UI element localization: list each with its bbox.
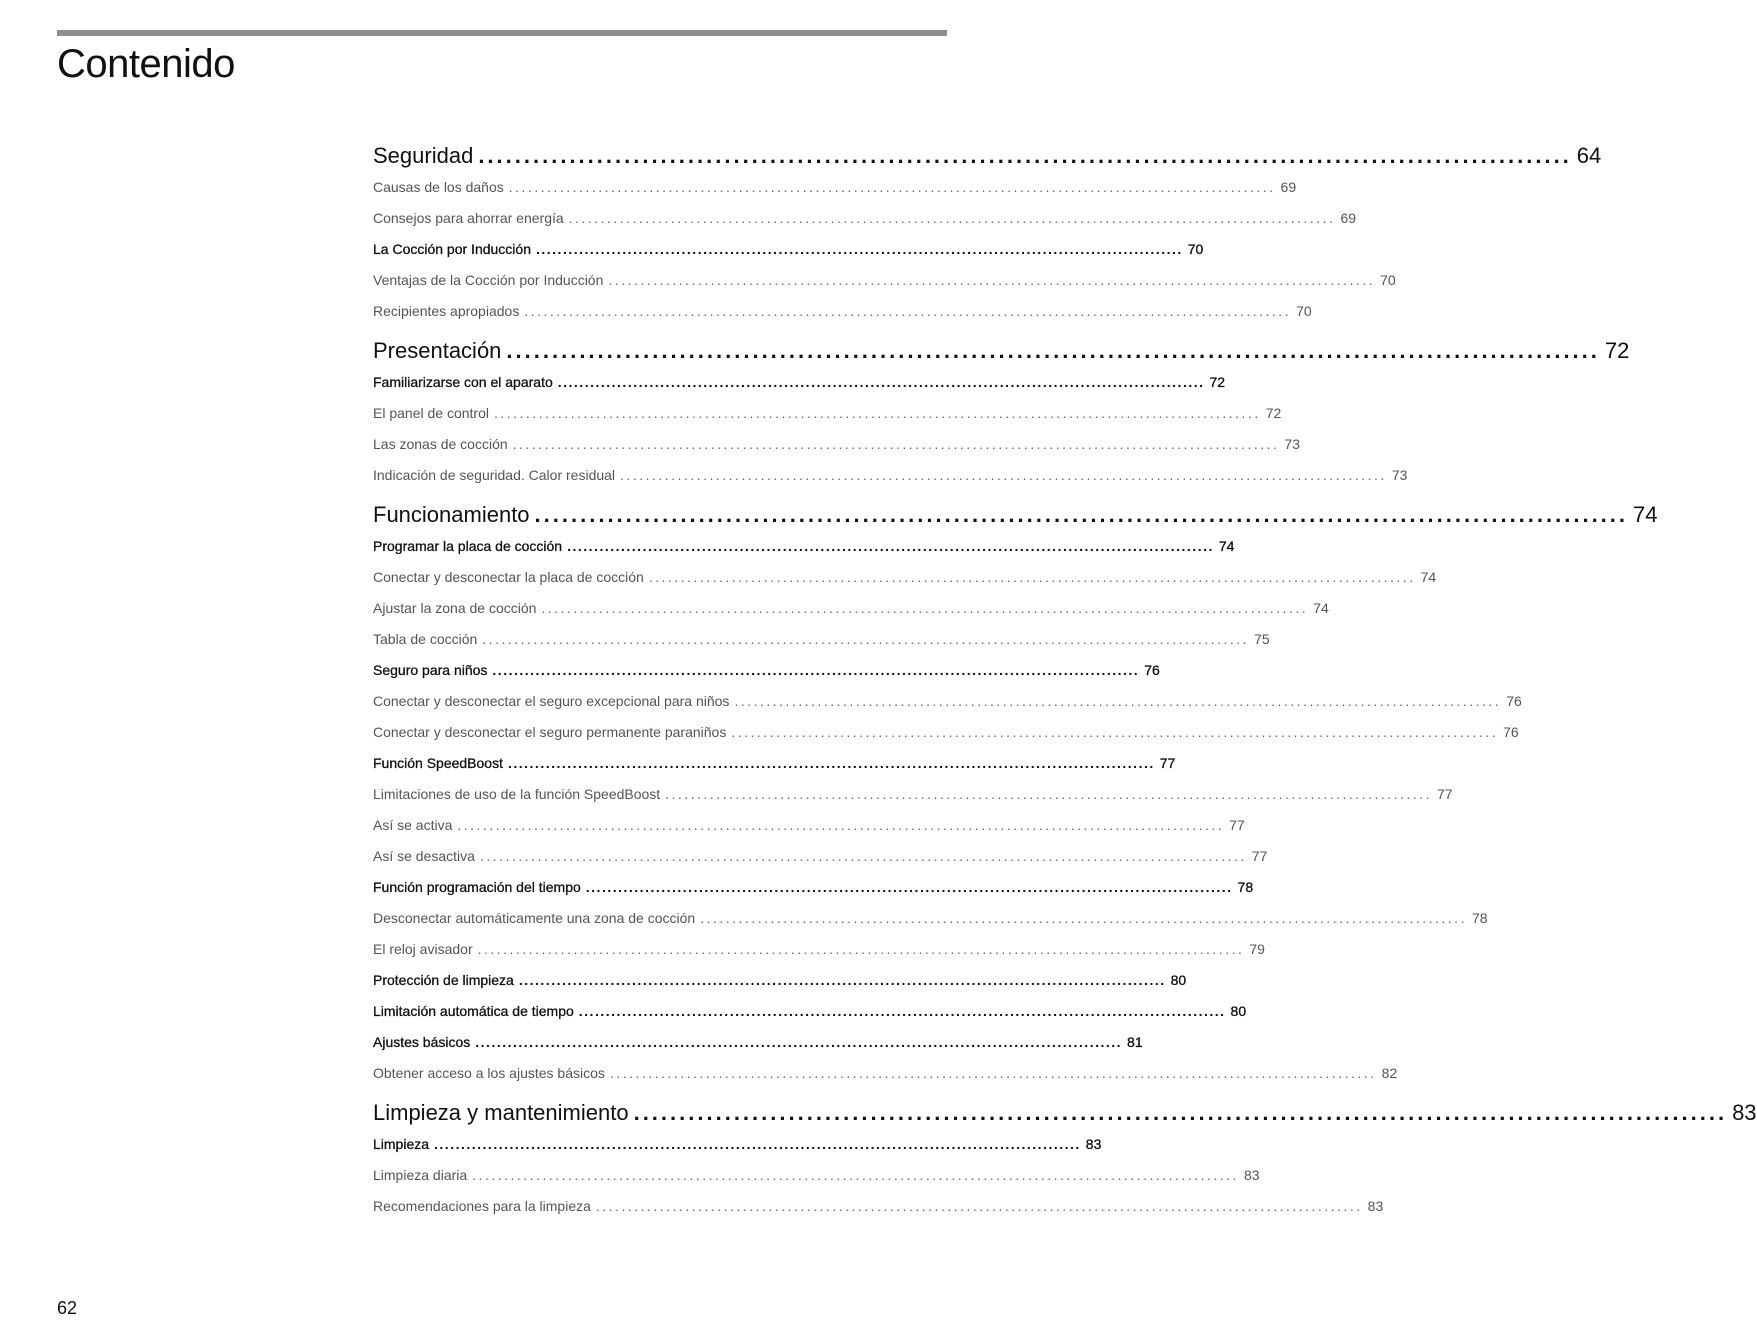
toc-entry-label: Recomendaciones para la limpieza — [373, 1198, 591, 1214]
top-rule — [57, 30, 947, 36]
dot-leader: ........................................................................................................................ — [434, 1136, 1081, 1152]
toc-entry-page: 74 — [1218, 538, 1235, 554]
toc-entry-page: 80 — [1230, 1003, 1247, 1019]
toc-entry-label: Causas de los daños — [373, 179, 504, 195]
toc-entry-page: 64 — [1576, 143, 1602, 168]
toc-entry-label: Familiarizarse con el aparato — [373, 374, 553, 390]
toc-entry-page: 77 — [1251, 848, 1268, 864]
toc-entry-page: 69 — [1340, 210, 1357, 226]
dot-leader: ........................................................................................................................ — [557, 374, 1205, 390]
toc-entry-page: 74 — [1420, 569, 1437, 585]
toc-entry-label: Tabla de cocción — [373, 631, 478, 647]
toc-entry-subtopic[interactable] — [373, 686, 1522, 717]
toc-entry-topic[interactable] — [373, 748, 1176, 779]
dot-leader: ........................................................................................................................ — [536, 241, 1183, 257]
dot-leader: ........................................................................................................................ — [475, 1034, 1123, 1050]
toc-entry-section[interactable] — [373, 499, 1658, 531]
toc-entry-page: 73 — [1284, 436, 1300, 452]
toc-entry-label: Ajustar la zona de cocción — [373, 600, 537, 616]
toc-entry-subtopic[interactable] — [373, 1058, 1398, 1089]
dot-leader: ........................................................................................................................ — [731, 724, 1499, 740]
toc-entry-subtopic[interactable] — [373, 429, 1300, 460]
dot-leader: ........................................................................................................................ — [534, 502, 1629, 527]
toc-entry-label: Indicación de seguridad. Calor residual — [373, 467, 616, 483]
toc-entry-label: El panel de control — [373, 405, 489, 421]
toc-entry-label: Conectar y desconectar el seguro excepcional para niños — [373, 693, 730, 709]
toc-entry-label: Conectar y desconectar el seguro permanente paraniños — [373, 724, 727, 740]
toc-entry-topic[interactable] — [373, 367, 1226, 398]
dot-leader: ........................................................................................................................ — [620, 467, 1387, 483]
toc-entry-page: 77 — [1229, 817, 1245, 833]
dot-leader: ........................................................................................................................ — [609, 1065, 1377, 1081]
toc-entry-topic[interactable] — [373, 1129, 1102, 1160]
toc-entry-topic[interactable] — [373, 1027, 1143, 1058]
toc-entry-page: 83 — [1732, 1100, 1757, 1125]
toc-entry-section[interactable] — [373, 140, 1602, 172]
dot-leader: ........................................................................................................................ — [567, 538, 1214, 554]
toc-entry-subtopic[interactable] — [373, 562, 1437, 593]
toc-entry-page: 75 — [1254, 631, 1270, 647]
page-title: Contenido — [57, 42, 235, 86]
dot-leader: ........................................................................................................................ — [518, 972, 1166, 988]
toc-entry-page: 72 — [1604, 338, 1630, 363]
toc-entry-label: Presentación — [373, 338, 502, 363]
toc-entry-subtopic[interactable] — [373, 265, 1396, 296]
dot-leader: ........................................................................................................................ — [492, 662, 1140, 678]
toc-entry-label: Funcionamiento — [373, 502, 530, 527]
toc-entry-page: 79 — [1249, 941, 1265, 957]
dot-leader: ........................................................................................................................ — [477, 941, 1245, 957]
toc-entry-label: Seguro para niños — [373, 662, 488, 678]
toc-entry-page: 81 — [1127, 1034, 1143, 1050]
dot-leader: ........................................................................................................................ — [506, 338, 1600, 363]
toc-entry-label: Protección de limpieza — [373, 972, 514, 988]
toc-entry-page: 83 — [1243, 1167, 1260, 1183]
toc-entry-label: Seguridad — [373, 143, 474, 168]
toc-entry-page: 76 — [1144, 662, 1160, 678]
dot-leader: ........................................................................................................................ — [524, 303, 1292, 319]
dot-leader: ........................................................................................................................ — [608, 272, 1376, 288]
toc-entry-label: Conectar y desconectar la placa de cocción — [373, 569, 644, 585]
table-of-contents — [373, 140, 1757, 1222]
dot-leader: ........................................................................................................................ — [568, 210, 1336, 226]
toc-entry-subtopic[interactable] — [373, 903, 1488, 934]
toc-entry-page: 78 — [1471, 910, 1488, 926]
page-number: 62 — [57, 1298, 78, 1318]
toc-entry-page: 72 — [1265, 405, 1282, 421]
toc-entry-label: Así se activa — [373, 817, 453, 833]
toc-entry-page: 77 — [1159, 755, 1176, 771]
dot-leader: ........................................................................................................................ — [457, 817, 1225, 833]
toc-entry-subtopic[interactable] — [373, 1160, 1260, 1191]
toc-entry-label: Obtener acceso a los ajustes básicos — [373, 1065, 605, 1081]
toc-entry-label: Función SpeedBoost — [373, 755, 503, 771]
toc-entry-label: Recipientes apropiados — [373, 303, 520, 319]
toc-entry-subtopic[interactable] — [373, 203, 1357, 234]
toc-entry-page: 82 — [1381, 1065, 1398, 1081]
dot-leader: ........................................................................................................................ — [633, 1100, 1728, 1125]
toc-entry-label: Limpieza y mantenimiento — [373, 1100, 629, 1125]
toc-entry-page: 77 — [1436, 786, 1453, 802]
toc-entry-topic[interactable] — [373, 655, 1160, 686]
toc-entry-subtopic[interactable] — [373, 624, 1270, 655]
toc-entry-page: 70 — [1187, 241, 1204, 257]
toc-entry-subtopic[interactable] — [373, 172, 1297, 203]
toc-entry-page: 80 — [1170, 972, 1187, 988]
toc-entry-section[interactable] — [373, 1097, 1757, 1129]
toc-entry-label: Limpieza — [373, 1136, 430, 1152]
toc-entry-label: Desconectar automáticamente una zona de cocción — [373, 910, 696, 926]
toc-entry-page: 83 — [1085, 1136, 1102, 1152]
toc-entry-label: Limitaciones de uso de la función SpeedBoost — [373, 786, 661, 802]
toc-entry-page: 70 — [1296, 303, 1312, 319]
toc-entry-label: La Cocción por Inducción — [373, 241, 531, 257]
dot-leader: ........................................................................................................................ — [585, 879, 1233, 895]
toc-entry-subtopic[interactable] — [373, 1191, 1384, 1222]
dot-leader: ........................................................................................................................ — [482, 631, 1250, 647]
dot-leader: ........................................................................................................................ — [665, 786, 1432, 802]
toc-entry-page: 76 — [1506, 693, 1522, 709]
dot-leader: ........................................................................................................................ — [578, 1003, 1226, 1019]
toc-entry-page: 74 — [1313, 600, 1329, 616]
toc-entry-label: Limitación automática de tiempo — [373, 1003, 574, 1019]
toc-entry-page: 69 — [1280, 179, 1297, 195]
dot-leader: ........................................................................................................................ — [648, 569, 1416, 585]
dot-leader: ........................................................................................................................ — [700, 910, 1467, 926]
toc-entry-page: 78 — [1237, 879, 1254, 895]
toc-entry-page: 72 — [1209, 374, 1226, 390]
toc-entry-topic[interactable] — [373, 965, 1187, 996]
dot-leader: ........................................................................................................................ — [507, 755, 1155, 771]
toc-entry-label: Las zonas de cocción — [373, 436, 508, 452]
toc-entry-label: Función programación del tiempo — [373, 879, 581, 895]
dot-leader: ........................................................................................................................ — [479, 848, 1247, 864]
dot-leader: ........................................................................................................................ — [512, 436, 1280, 452]
toc-entry-topic[interactable] — [373, 872, 1254, 903]
toc-entry-subtopic[interactable] — [373, 841, 1268, 872]
toc-entry-subtopic[interactable] — [373, 593, 1329, 624]
toc-entry-subtopic[interactable] — [373, 934, 1265, 965]
toc-entry-page: 74 — [1633, 502, 1658, 527]
toc-entry-subtopic[interactable] — [373, 398, 1282, 429]
toc-entry-subtopic[interactable] — [373, 810, 1245, 841]
toc-entry-label: Programar la placa de cocción — [373, 538, 563, 554]
toc-entry-subtopic[interactable] — [373, 296, 1312, 327]
toc-entry-topic[interactable] — [373, 996, 1247, 1027]
dot-leader: ........................................................................................................................ — [478, 143, 1572, 168]
toc-entry-page: 73 — [1391, 467, 1408, 483]
toc-entry-page: 76 — [1503, 724, 1519, 740]
toc-entry-label: Así se desactiva — [373, 848, 475, 864]
toc-entry-page: 83 — [1367, 1198, 1384, 1214]
toc-entry-label: Limpieza diaria — [373, 1167, 468, 1183]
toc-entry-label: Consejos para ahorrar energía — [373, 210, 564, 226]
toc-entry-page: 70 — [1380, 272, 1396, 288]
toc-entry-subtopic[interactable] — [373, 717, 1519, 748]
toc-entry-subtopic[interactable] — [373, 460, 1408, 491]
toc-entry-label: Ajustes básicos — [373, 1034, 471, 1050]
toc-entry-section[interactable] — [373, 335, 1630, 367]
toc-entry-topic[interactable] — [373, 234, 1204, 265]
toc-entry-subtopic[interactable] — [373, 779, 1453, 810]
dot-leader: ........................................................................................................................ — [508, 179, 1276, 195]
dot-leader: ........................................................................................................................ — [472, 1167, 1239, 1183]
toc-entry-label: El reloj avisador — [373, 941, 473, 957]
dot-leader: ........................................................................................................................ — [734, 693, 1502, 709]
dot-leader: ........................................................................................................................ — [541, 600, 1309, 616]
toc-entry-topic[interactable] — [373, 531, 1235, 562]
dot-leader: ........................................................................................................................ — [595, 1198, 1363, 1214]
dot-leader: ........................................................................................................................ — [493, 405, 1261, 421]
toc-entry-label: Ventajas de la Cocción por Inducción — [373, 272, 604, 288]
